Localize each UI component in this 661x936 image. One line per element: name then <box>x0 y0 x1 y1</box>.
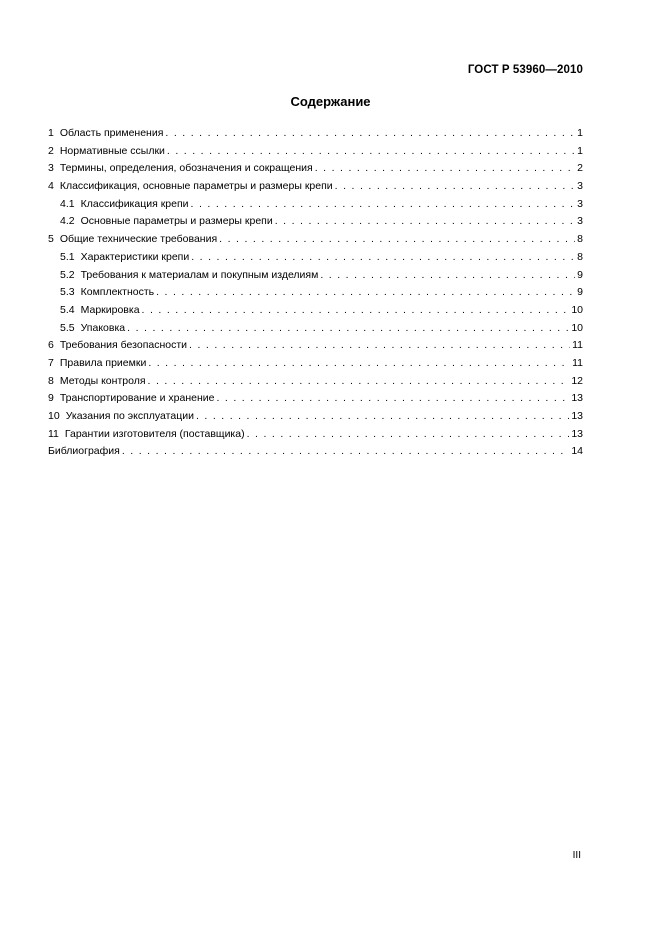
toc-leader-dots <box>165 125 575 143</box>
toc-leader-dots <box>122 443 569 461</box>
toc-entry-text: Библиография <box>48 445 120 458</box>
toc-entry-label <box>48 125 165 143</box>
toc-entry[interactable] <box>48 231 583 249</box>
toc-entry-label <box>60 320 127 338</box>
table-of-contents <box>48 125 583 461</box>
toc-entry-page: 3 <box>577 215 583 228</box>
toc-entry[interactable] <box>48 143 583 161</box>
toc-entry-text: Нормативные ссылки <box>59 144 165 157</box>
toc-entry[interactable] <box>48 160 583 178</box>
toc-leader-dots <box>127 320 569 338</box>
toc-entry-number: 7 <box>48 356 54 369</box>
toc-entry-page: 1 <box>577 127 583 139</box>
toc-entry-number: 5.1 <box>60 250 75 263</box>
toc-entry-text: Указания по эксплуатации <box>65 410 194 422</box>
toc-entry-page: 12 <box>571 374 583 387</box>
toc-entry[interactable] <box>48 355 583 373</box>
toc-entry-number: 4 <box>48 180 54 193</box>
toc-entry[interactable] <box>48 196 583 214</box>
toc-leader-dots <box>142 302 570 320</box>
toc-entry[interactable] <box>48 426 583 444</box>
toc-entry-text: Основные параметры и размеры крепи <box>80 215 273 228</box>
toc-entry-number: 4.2 <box>60 215 75 228</box>
toc-entry[interactable] <box>48 267 583 285</box>
toc-leader-dots <box>189 337 570 355</box>
toc-entry-text: Термины, определения, обозначения и сокращения <box>59 162 313 175</box>
toc-entry-number: 9 <box>48 392 54 405</box>
toc-entry-page: 11 <box>572 339 583 352</box>
toc-entry[interactable] <box>48 390 583 408</box>
toc-entry-label <box>60 213 275 231</box>
toc-entry-number: 1 <box>48 127 54 139</box>
toc-entry-text: Упаковка <box>80 321 126 334</box>
toc-entry-label <box>60 196 191 214</box>
toc-entry-label <box>48 337 189 355</box>
toc-entry-number: 5.3 <box>60 286 75 299</box>
toc-leader-dots <box>167 143 575 161</box>
toc-entry-text: Характеристики крепи <box>80 250 190 263</box>
toc-entry-page: 9 <box>577 286 583 299</box>
toc-entry-text: Правила приемки <box>59 356 147 369</box>
toc-entry[interactable] <box>48 320 583 338</box>
toc-entry-number: 6 <box>48 339 54 352</box>
toc-leader-dots <box>275 213 575 231</box>
toc-entry-text: Классификация крепи <box>80 197 189 210</box>
toc-entry-label <box>48 426 247 444</box>
toc-entry-page: 10 <box>571 321 583 334</box>
toc-entry[interactable] <box>48 337 583 355</box>
toc-entry[interactable] <box>48 249 583 267</box>
toc-leader-dots <box>148 373 570 391</box>
toc-entry-page: 3 <box>577 180 583 193</box>
toc-entry-text: Транспортирование и хранение <box>59 392 215 405</box>
toc-entry-label <box>48 443 122 461</box>
toc-entry-page: 10 <box>571 303 583 316</box>
toc-entry[interactable] <box>48 178 583 196</box>
toc-entry-label <box>48 355 148 373</box>
toc-leader-dots <box>216 390 569 408</box>
toc-leader-dots <box>156 284 575 302</box>
toc-entry-text: Требования к материалам и покупным изделиям <box>80 268 319 281</box>
toc-entry-text: Методы контроля <box>59 374 146 387</box>
toc-title: Содержание <box>290 94 371 109</box>
toc-entry-page: 1 <box>577 144 583 157</box>
toc-entry-number: 4.1 <box>60 197 75 210</box>
toc-leader-dots <box>315 160 575 178</box>
toc-entry-label <box>48 178 335 196</box>
toc-entry-label <box>48 231 219 249</box>
toc-entry-number: 10 <box>48 410 60 422</box>
toc-entry-number: 5 <box>48 233 54 246</box>
toc-entry-page: 13 <box>571 410 583 422</box>
toc-entry[interactable] <box>48 125 583 143</box>
toc-entry[interactable] <box>48 284 583 302</box>
toc-entry-text: Классификация, основные параметры и размеры крепи <box>59 180 333 193</box>
toc-entry-text: Комплектность <box>80 286 155 299</box>
toc-entry-text: Требования безопасности <box>59 339 188 352</box>
toc-entry-page: 14 <box>571 445 583 458</box>
toc-entry[interactable] <box>48 302 583 320</box>
toc-entry[interactable] <box>48 408 583 426</box>
toc-entry-page: 13 <box>571 427 583 440</box>
toc-entry-label <box>60 267 320 285</box>
toc-entry[interactable] <box>48 443 583 461</box>
toc-entry-page: 8 <box>577 250 583 263</box>
toc-entry-number: 8 <box>48 374 54 387</box>
document-code: ГОСТ Р 53960—2010 <box>467 64 583 76</box>
toc-entry-page: 2 <box>577 162 583 175</box>
toc-entry-text: Общие технические требования <box>59 233 218 246</box>
toc-entry-label <box>48 408 196 426</box>
toc-entry-label <box>60 249 191 267</box>
toc-entry[interactable] <box>48 373 583 391</box>
toc-entry-page: 3 <box>577 197 583 210</box>
toc-entry-label <box>48 160 315 178</box>
toc-entry-page: 8 <box>577 233 583 246</box>
toc-entry-label <box>48 390 216 408</box>
toc-entry-page: 11 <box>572 356 583 369</box>
toc-leader-dots <box>148 355 570 373</box>
toc-entry-number: 3 <box>48 162 54 175</box>
toc-entry-number: 5.2 <box>60 268 75 281</box>
toc-entry-label <box>48 373 148 391</box>
toc-leader-dots <box>196 408 569 426</box>
toc-entry-text: Гарантии изготовителя (поставщика) <box>64 427 245 440</box>
toc-leader-dots <box>247 426 570 444</box>
toc-entry[interactable] <box>48 213 583 231</box>
toc-leader-dots <box>219 231 575 249</box>
toc-entry-label <box>48 143 167 161</box>
toc-entry-page: 9 <box>577 268 583 281</box>
toc-leader-dots <box>191 196 576 214</box>
toc-leader-dots <box>320 267 575 285</box>
toc-entry-number: 5.5 <box>60 321 75 334</box>
toc-leader-dots <box>191 249 575 267</box>
toc-entry-label <box>60 284 156 302</box>
toc-entry-number: 11 <box>48 427 59 440</box>
page-number: III <box>572 850 581 861</box>
toc-leader-dots <box>335 178 576 196</box>
toc-entry-label <box>60 302 142 320</box>
toc-entry-page: 13 <box>571 392 583 405</box>
toc-entry-number: 5.4 <box>60 303 75 316</box>
toc-entry-text: Маркировка <box>80 303 140 316</box>
toc-entry-number: 2 <box>48 144 54 157</box>
toc-entry-text: Область применения <box>59 127 164 139</box>
